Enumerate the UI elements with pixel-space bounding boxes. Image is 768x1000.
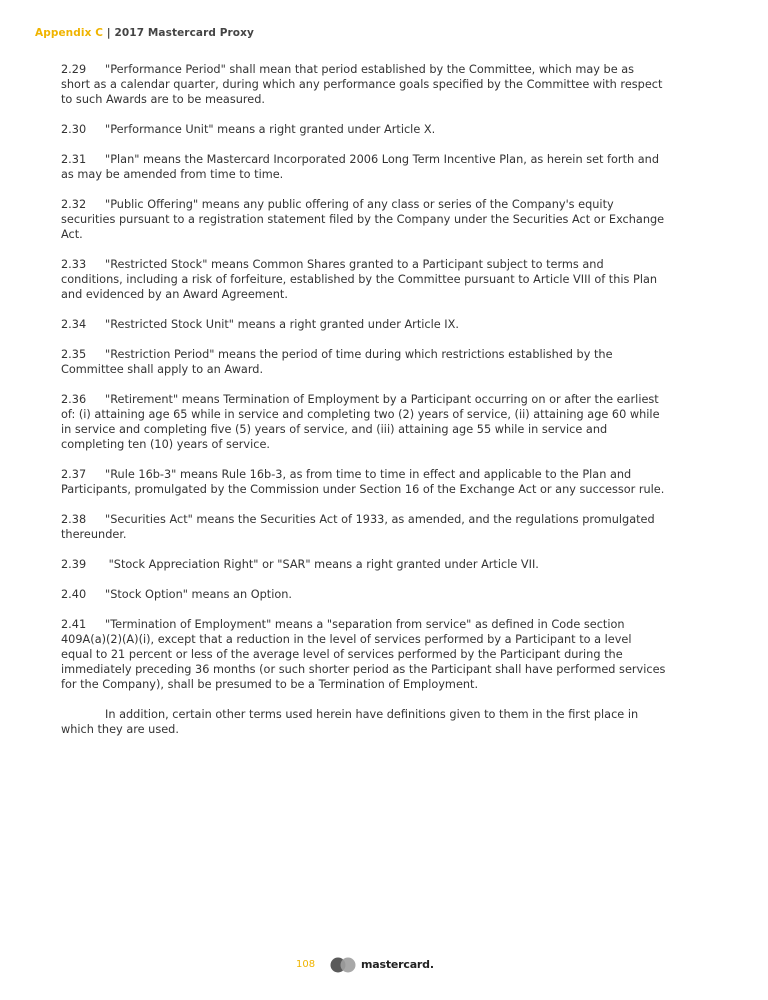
definition-number: 2.36 — [61, 393, 87, 406]
closing-paragraph: In addition, certain other terms used herein have definitions given to them in the first place in which they are used. — [61, 708, 639, 736]
definition-item — [61, 587, 666, 602]
definitions-body — [61, 62, 666, 737]
definition-number: 2.29 — [61, 63, 87, 76]
definition-number: 2.31 — [61, 153, 87, 166]
definition-item — [61, 392, 666, 452]
definition-item — [61, 197, 666, 242]
mastercard-logo-icon — [330, 957, 356, 973]
definition-number: 2.38 — [61, 513, 87, 526]
definition-number: 2.33 — [61, 258, 87, 271]
definition-text: "Performance Unit" means a right granted under Article X. — [105, 123, 436, 136]
definition-text: "Stock Appreciation Right" or "SAR" means a right granted under Article VII. — [105, 558, 539, 571]
definition-item — [61, 347, 666, 377]
definition-number: 2.34 — [61, 318, 87, 331]
definition-item — [61, 467, 666, 497]
definition-number: 2.32 — [61, 198, 87, 211]
definition-item — [61, 152, 666, 182]
logo-right-circle — [341, 958, 356, 973]
definition-text: "Restricted Stock Unit" means a right granted under Article IX. — [105, 318, 459, 331]
definition-item — [61, 62, 666, 107]
definition-item — [61, 557, 666, 572]
definition-item — [61, 617, 666, 692]
page-header — [35, 27, 254, 39]
definition-number: 2.40 — [61, 588, 87, 601]
header-separator: | — [106, 27, 111, 39]
definition-text: "Performance Period" shall mean that period established by the Committee, which may be as short as a calendar quarter, during which any performance goals specified by the Committee with respect to such Awards are to be measured. — [61, 63, 663, 106]
definition-text: "Stock Option" means an Option. — [105, 588, 293, 601]
page-number: 108 — [296, 959, 316, 970]
definition-text: "Restriction Period" means the period of time during which restrictions established by the Committee shall apply to an Award. — [61, 348, 613, 376]
appendix-label: Appendix C — [35, 27, 104, 39]
definition-text: "Rule 16b-3" means Rule 16b-3, as from time to time in effect and applicable to the Plan and Participants, promulgated by the Commission under Section 16 of the Exchange Act or any successor rule. — [61, 468, 665, 496]
definition-number: 2.39 — [61, 558, 87, 571]
definition-number: 2.35 — [61, 348, 87, 361]
page-footer — [0, 957, 768, 975]
definition-item — [61, 512, 666, 542]
definition-text: "Securities Act" means the Securities Act of 1933, as amended, and the regulations promulgated thereunder. — [61, 513, 655, 541]
definition-text: "Public Offering" means any public offering of any class or series of the Company's equity securities pursuant to a registration statement filed by the Company under the Securities Act or Exchange Act. — [61, 198, 665, 241]
definition-item — [61, 257, 666, 302]
definition-item — [61, 122, 666, 137]
definition-text: "Termination of Employment" means a "separation from service" as defined in Code section 409A(a)(2)(A)(i), except that a reduction in the level of services performed by a Participant to a level equal to 21 percent or less of the average level of services performed by the Participant during the immediately preceding 36 months (or such shorter period as the Participant shall have performed services for the Company), shall be presumed to be a Termination of Employment. — [61, 618, 666, 691]
definition-text: "Retirement" means Termination of Employment by a Participant occurring on or after the earliest of: (i) attaining age 65 while in service and completing two (2) years of service, (ii) attaining age 60 while in service and completing five (5) years of service, and (iii) attaining age 55 while in service and completing ten (10) years of service. — [61, 393, 660, 451]
document-title: 2017 Mastercard Proxy — [114, 27, 254, 39]
definition-number: 2.41 — [61, 618, 87, 631]
definition-item — [61, 317, 666, 332]
definition-number: 2.30 — [61, 123, 87, 136]
brand-wordmark: mastercard. — [361, 958, 434, 971]
definition-text: "Plan" means the Mastercard Incorporated 2006 Long Term Incentive Plan, as herein set forth and as may be amended from time to time. — [61, 153, 660, 181]
definition-number: 2.37 — [61, 468, 87, 481]
definition-text: "Restricted Stock" means Common Shares granted to a Participant subject to terms and conditions, including a risk of forfeiture, established by the Committee pursuant to Article VIII of this Plan and evidenced by an Award Agreement. — [61, 258, 658, 301]
